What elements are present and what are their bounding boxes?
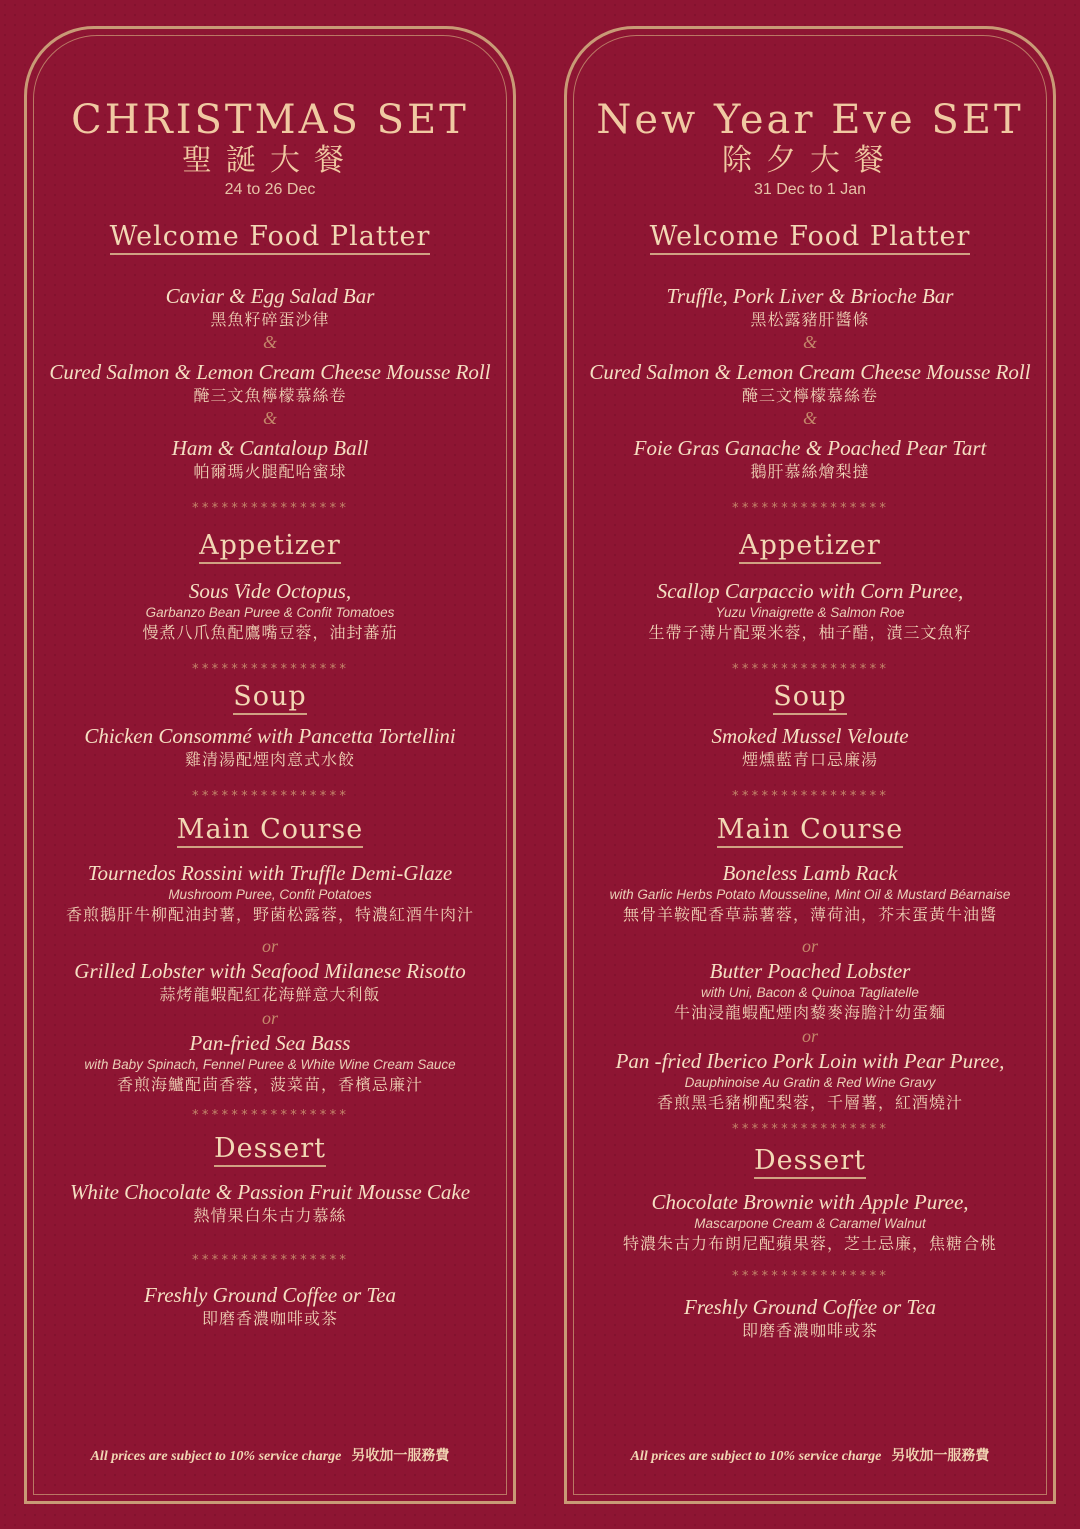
dish-item [27, 435, 513, 483]
dish-name-zh: 生帶子薄片配粟米蓉，柚子醋，漬三文魚籽 [648, 623, 972, 642]
ampersand-divider: & [262, 408, 277, 428]
dish-name-zh: 牛油浸龍蝦配煙肉藜麥海膽汁幼蛋麵 [673, 1003, 946, 1022]
section-heading-appetizer: Appetizer [739, 530, 881, 564]
menu-dates: 24 to 26 Dec [224, 181, 316, 198]
star-divider: **************** [731, 662, 889, 677]
ampersand-divider: & [802, 408, 817, 428]
or-divider: or [261, 1008, 278, 1028]
dish-name-zh: 黑魚籽碎蛋沙律 [210, 310, 330, 329]
star-divider: **************** [191, 1108, 349, 1123]
dish-name-zh: 即磨香濃咖啡或茶 [741, 1321, 878, 1340]
dish-name: Smoked Mussel Veloute [711, 724, 909, 748]
star-divider: **************** [731, 1122, 889, 1137]
section-heading-appetizer: Appetizer [199, 530, 341, 564]
dish-name-zh: 無骨羊鞍配香草蒜薯蓉，薄荷油，芥末蛋黃牛油醬 [622, 905, 997, 924]
ampersand-divider: & [802, 332, 817, 352]
dish-name-zh: 醃三文魚檸檬慕絲卷 [193, 386, 347, 405]
dish-name: Chicken Consommé with Pancetta Tortellini [84, 724, 456, 748]
service-charge-note [567, 1445, 1053, 1465]
dish-item [567, 359, 1053, 407]
dish-name: Freshly Ground Coffee or Tea [144, 1283, 396, 1307]
dish-item [567, 435, 1053, 483]
dish-name: Sous Vide Octopus, [188, 579, 352, 603]
dish-name-zh: 黑松露豬肝醬條 [750, 310, 870, 329]
menu-title-zh: 聖誕大餐 [182, 143, 358, 178]
dish-description: with Garlic Herbs Potato Mousseline, Mint Oil & Mustard Béarnaise [609, 887, 1011, 902]
dish-name: Truffle, Pork Liver & Brioche Bar [666, 284, 954, 308]
dish-name-zh: 醃三文檸檬慕絲卷 [741, 386, 878, 405]
star-divider: **************** [191, 662, 349, 677]
dish-name: Foie Gras Ganache & Poached Pear Tart [633, 436, 987, 460]
dish-name-zh: 香煎黑毛豬柳配梨蓉，千層薯，紅酒燒汁 [656, 1093, 963, 1112]
menu-title: CHRISTMAS SET [71, 97, 469, 143]
dish-name-zh: 雞清湯配煙肉意式水餃 [184, 750, 355, 769]
service-charge-en: All prices are subject to 10% service charge [90, 1449, 342, 1464]
dish-name-zh: 蒜烤龍蝦配紅花海鮮意大利飯 [159, 985, 381, 1004]
or-divider: or [261, 936, 278, 956]
dish-name: Grilled Lobster with Seafood Milanese Risotto [74, 959, 466, 983]
section-heading-main-course: Main Course [177, 814, 363, 848]
section-heading-dessert: Dessert [754, 1145, 866, 1179]
section-heading-main-course: Main Course [717, 814, 903, 848]
dish-name: Freshly Ground Coffee or Tea [684, 1295, 936, 1319]
dish-name-zh: 煙燻藍青口忌廉湯 [741, 750, 878, 769]
dish-description: Mushroom Puree, Confit Potatoes [168, 887, 372, 902]
menu-title: New Year Eve SET [596, 97, 1024, 143]
dish-name: Cured Salmon & Lemon Cream Cheese Mousse Roll [589, 360, 1031, 384]
dish-name: White Chocolate & Passion Fruit Mousse Cake [69, 1180, 471, 1204]
star-divider: **************** [731, 501, 889, 516]
section-heading-dessert: Dessert [214, 1133, 326, 1167]
dish-name: Pan-fried Sea Bass [189, 1031, 351, 1055]
dish-name-zh: 香煎海鱸配茴香蓉，菠菜苗，香檳忌廉汁 [116, 1075, 423, 1094]
star-divider: **************** [191, 501, 349, 516]
dish-name: Caviar & Egg Salad Bar [165, 284, 375, 308]
section-heading-soup: Soup [773, 681, 846, 715]
dish-name-zh: 即磨香濃咖啡或茶 [201, 1309, 338, 1328]
section-heading-welcome: Welcome Food Platter [110, 221, 431, 255]
or-divider: or [801, 1026, 818, 1046]
dish-description: Garbanzo Bean Puree & Confit Tomatoes [145, 605, 395, 620]
dish-name-zh: 帕爾瑪火腿配哈蜜球 [193, 462, 347, 481]
ampersand-divider: & [262, 332, 277, 352]
dish-description: Yuzu Vinaigrette & Salmon Roe [715, 605, 905, 620]
dish-name-zh: 慢煮八爪魚配鷹嘴豆蓉，油封蕃茄 [142, 623, 398, 642]
new-year-eve-menu-panel [564, 26, 1056, 1504]
dish-description: with Uni, Bacon & Quinoa Tagliatelle [701, 985, 919, 1000]
christmas-menu-panel [24, 26, 516, 1504]
dish-name-zh: 香煎鵝肝牛柳配油封薯，野菌松露蓉，特濃紅酒牛肉汁 [65, 905, 474, 924]
dish-name: Boneless Lamb Rack [722, 861, 898, 885]
service-charge-zh: 另收加一服務費 [351, 1448, 450, 1464]
dish-name-zh: 鵝肝慕絲燴梨撻 [750, 462, 870, 481]
service-charge-zh: 另收加一服務費 [891, 1448, 990, 1464]
dish-name: Pan -fried Iberico Pork Loin with Pear Puree, [615, 1049, 1005, 1073]
star-divider: **************** [191, 789, 349, 804]
section-heading-soup: Soup [233, 681, 306, 715]
menu-dates: 31 Dec to 1 Jan [753, 181, 867, 198]
service-charge-en: All prices are subject to 10% service charge [630, 1449, 882, 1464]
dish-name: Tournedos Rossini with Truffle Demi-Glaze [87, 861, 453, 885]
dish-name-zh: 特濃朱古力布朗尼配蘋果蓉，芝士忌廉，焦糖合桃 [622, 1234, 997, 1253]
menu-title-zh: 除夕大餐 [722, 143, 898, 178]
christmas-menu-content [27, 29, 513, 1501]
new-year-eve-menu-content [567, 29, 1053, 1501]
section-heading-welcome: Welcome Food Platter [650, 221, 971, 255]
star-divider: **************** [191, 1253, 349, 1268]
dish-name: Scallop Carpaccio with Corn Puree, [656, 579, 964, 603]
dish-item [27, 283, 513, 331]
dish-description: Mascarpone Cream & Caramel Walnut [694, 1216, 926, 1231]
dish-name-zh: 熱情果白朱古力慕絲 [193, 1206, 347, 1225]
dish-item [567, 283, 1053, 331]
dish-description: Dauphinoise Au Gratin & Red Wine Gravy [684, 1075, 936, 1090]
star-divider: **************** [731, 789, 889, 804]
dish-description: with Baby Spinach, Fennel Puree & White Wine Cream Sauce [84, 1057, 456, 1072]
dish-name: Chocolate Brownie with Apple Puree, [651, 1190, 969, 1214]
dish-name: Butter Poached Lobster [709, 959, 911, 983]
star-divider: **************** [731, 1269, 889, 1284]
dish-item [27, 359, 513, 407]
or-divider: or [801, 936, 818, 956]
dish-name: Ham & Cantaloup Ball [171, 436, 369, 460]
dish-name: Cured Salmon & Lemon Cream Cheese Mousse Roll [49, 360, 491, 384]
service-charge-note [27, 1445, 513, 1465]
